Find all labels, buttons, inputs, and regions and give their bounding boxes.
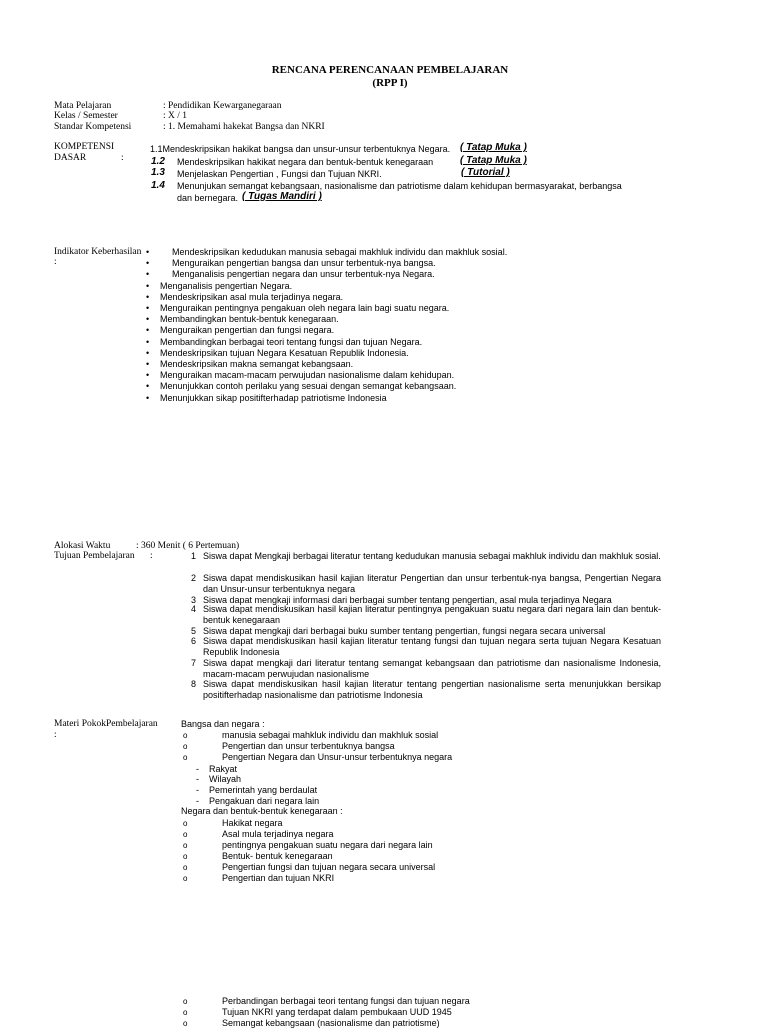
sk-label: Standar Kompetensi	[54, 122, 132, 132]
tujuan-text: Siswa dapat Mengkaji berbagai literatur tentang kedudukan manusia sebagai makhluk individu dan makhluk sosial.	[203, 551, 661, 561]
dash-item-text: Rakyat	[209, 764, 238, 774]
mapel-label: Mata Pelajaran	[54, 101, 112, 111]
list-item: • Menunjukkan contoh perilaku yang sesuai dengan semangat kebangsaan.	[146, 381, 507, 392]
sk-value: : 1. Memahami hakekat Bangsa dan NKRI	[163, 122, 325, 132]
list-item-text: Semangat kebangsaan (nasionalisme dan patriotisme)	[222, 1018, 440, 1028]
tujuan-text: Siswa dapat mendiskusikan hasil kajian literatur tentang fungsi dan tujuan negara serta tujuan Negara Kesatuan Republik Indonesia	[203, 636, 661, 657]
tujuan-item	[186, 658, 661, 680]
circle-bullet-icon: o	[183, 863, 188, 872]
tujuan-number: 8	[190, 679, 196, 689]
indikator-colon: :	[54, 257, 57, 267]
kd-colon: :	[121, 153, 124, 163]
kd-item-text: Mendeskripsikan hakikat negara dan bentuk-bentuk kenegaraan	[177, 157, 434, 167]
dash-item-text: Pengakuan dari negara lain	[209, 796, 320, 806]
circle-bullet-icon: o	[183, 841, 188, 850]
kd-item-tag: ( Tutorial )	[461, 167, 510, 178]
list-item: • Mendeskripsikan makna semangat kebangsaan.	[146, 359, 507, 370]
kd-item-tag: ( Tatap Muka )	[460, 155, 527, 166]
circle-bullet-icon: o	[183, 830, 188, 839]
kd-label-line2: DASAR	[54, 153, 87, 163]
dash-bullet-icon: -	[196, 796, 199, 806]
tujuan-text: Siswa dapat mengkaji dari berbagai buku sumber tentang pengertian, fungsi negara secara universal	[203, 626, 606, 636]
kd-item-number: 1.2	[151, 156, 165, 167]
tujuan-text: Siswa dapat mendiskusikan hasil kajian literatur pentingnya pengakuan suatu negara dari negara lain dan bentuk-bentuk kenegaraan	[203, 604, 661, 625]
kelas-label: Kelas / Semester	[54, 111, 118, 121]
materi-colon: :	[54, 730, 57, 740]
kd-item-tag: ( Tatap Muka )	[460, 142, 527, 153]
materi-heading-negara: Negara dan bentuk-bentuk kenegaraan :	[181, 806, 343, 816]
tujuan-number: 3	[190, 595, 196, 605]
dash-bullet-icon: -	[196, 774, 199, 784]
kd-item-text: Menunjukan semangat kebangsaan, nasionalisme dan patriotisme dalam kehidupan bermasyarakat, berbangsa	[177, 181, 622, 191]
list-item: • Menguraikan pengertian bangsa dan unsur terbentuk-nya bangsa.	[146, 258, 507, 269]
tujuan-item	[186, 604, 661, 626]
tujuan-text: Siswa dapat mendiskusikan hasil kajian literatur Pengertian dan unsur terbentuk-nya bangsa, Pengertian Negara dan Unsur-unsur terbentuknya negara	[203, 573, 661, 594]
document-subtitle: (RPP I)	[372, 77, 408, 89]
list-item: • Mendeskripsikan kedudukan manusia sebagai makhluk individu dan makhluk sosial.	[146, 247, 507, 258]
list-item-text: Pengertian dan unsur terbentuknya bangsa	[222, 741, 395, 751]
kelas-value: : X / 1	[163, 111, 188, 121]
tujuan-item	[186, 636, 661, 658]
tujuan-number: 6	[190, 636, 196, 646]
circle-bullet-icon: o	[183, 1008, 188, 1017]
circle-bullet-icon: o	[183, 874, 188, 883]
list-item: • Menganalisis pengertian Negara.	[146, 281, 507, 292]
tujuan-label: Tujuan Pembelajaran	[54, 551, 135, 561]
tujuan-number: 5	[190, 626, 196, 636]
tujuan-colon: :	[150, 551, 153, 561]
list-item: • Membandingkan bentuk-bentuk kenegaraan.	[146, 314, 507, 325]
list-item-text: Hakikat negara	[222, 818, 283, 828]
circle-bullet-icon: o	[183, 852, 188, 861]
kd-label-line1: KOMPETENSI	[54, 142, 115, 152]
list-item-text: manusia sebagai mahkluk individu dan makhluk sosial	[222, 730, 439, 740]
dash-item-text: Pemerintah yang berdaulat	[209, 785, 318, 795]
list-item: • Menguraikan macam-macam perwujudan nasionalisme dalam kehidupan.	[146, 370, 507, 381]
circle-bullet-icon: o	[183, 731, 188, 740]
list-item-text: Pengertian Negara dan Unsur-unsur terbentuknya negara	[222, 752, 453, 762]
tujuan-number: 1	[190, 551, 196, 561]
kd-item-tag: ( Tugas Mandiri )	[242, 191, 322, 202]
circle-bullet-icon: o	[183, 819, 188, 828]
list-item-text: pentingnya pengakuan suatu negara dari negara lain	[222, 840, 433, 850]
list-item-text: Pengertian fungsi dan tujuan negara secara universal	[222, 862, 436, 872]
alokasi-value: : 360 Menit ( 6 Pertemuan)	[136, 541, 240, 551]
list-item: • Mendeskripsikan asal mula terjadinya negara.	[146, 292, 507, 303]
indikator-list	[146, 247, 507, 404]
materi-heading-bangsa: Bangsa dan negara :	[181, 719, 265, 729]
list-item-text: Asal mula terjadinya negara	[222, 829, 334, 839]
indikator-label: Indikator Keberhasilan	[54, 247, 142, 257]
tujuan-text: Siswa dapat mendiskusikan hasil kajian literatur tentang pengertian nasionalisme serta menunjukkan bersikap positifterhadap nasionalisme dan patriotisme Indonesia	[203, 679, 661, 700]
dash-bullet-icon: -	[196, 785, 199, 795]
kd-item-number: 1.3	[151, 167, 165, 178]
tujuan-text: Siswa dapat mengkaji dari literatur tentang semangat kebangsaan dan patriotisme dan nasionalisme Indonesia, macam-macam perwujudan nasionalisme	[203, 658, 661, 679]
circle-bullet-icon: o	[183, 997, 188, 1006]
tujuan-item	[186, 679, 661, 701]
list-item: • Mendeskripsikan tujuan Negara Kesatuan Republik Indonesia.	[146, 348, 507, 359]
list-item-text: Tujuan NKRI yang terdapat dalam pembukaan UUD 1945	[222, 1007, 452, 1017]
tujuan-number: 7	[190, 658, 196, 668]
dash-item-text: Wilayah	[209, 774, 242, 784]
list-item: • Membandingkan berbagai teori tentang fungsi dan tujuan Negara.	[146, 337, 507, 348]
tujuan-number: 4	[190, 604, 196, 614]
list-item-text: Pengertian dan tujuan NKRI	[222, 873, 335, 883]
kd-item-text: Menjelaskan Pengertian , Fungsi dan Tujuan NKRI.	[177, 169, 382, 179]
tujuan-item	[186, 573, 661, 595]
tujuan-item	[186, 551, 661, 562]
list-item: • Menguraikan pentingnya pengakuan oleh negara lain bagi suatu negara.	[146, 303, 507, 314]
circle-bullet-icon: o	[183, 1019, 188, 1028]
document-title: RENCANA PERENCANAAN PEMBELAJARAN	[271, 64, 509, 76]
kd-item-number: 1.4	[151, 180, 165, 191]
list-item-text: Bentuk- bentuk kenegaraan	[222, 851, 333, 861]
list-item: • Menganalisis pengertian negara dan unsur terbentuk-nya Negara.	[146, 269, 507, 280]
tujuan-number: 2	[190, 573, 196, 583]
dash-bullet-icon: -	[196, 764, 199, 774]
circle-bullet-icon: o	[183, 742, 188, 751]
kd-item-text-cont: dan bernegara.	[177, 193, 239, 203]
materi-label: Materi PokokPembelajaran	[54, 719, 158, 729]
tujuan-text: Siswa dapat mengkaji informasi dari berbagai sumber tentang pengertian, asal mula terjadinya Negara	[203, 595, 612, 605]
circle-bullet-icon: o	[183, 753, 188, 762]
kd-item-text: 1.1Mendeskripsikan hakikat bangsa dan unsur-unsur terbentuknya Negara.	[150, 144, 451, 154]
list-item: • Menguraikan pengertian dan fungsi negara.	[146, 325, 507, 336]
list-item-text: Perbandingan berbagai teori tentang fungsi dan tujuan negara	[222, 996, 470, 1006]
alokasi-label: Alokasi Waktu	[54, 541, 111, 551]
mapel-value: : Pendidikan Kewarganegaraan	[163, 101, 282, 111]
list-item: • Menunjukkan sikap positifterhadap patriotisme Indonesia	[146, 393, 507, 404]
